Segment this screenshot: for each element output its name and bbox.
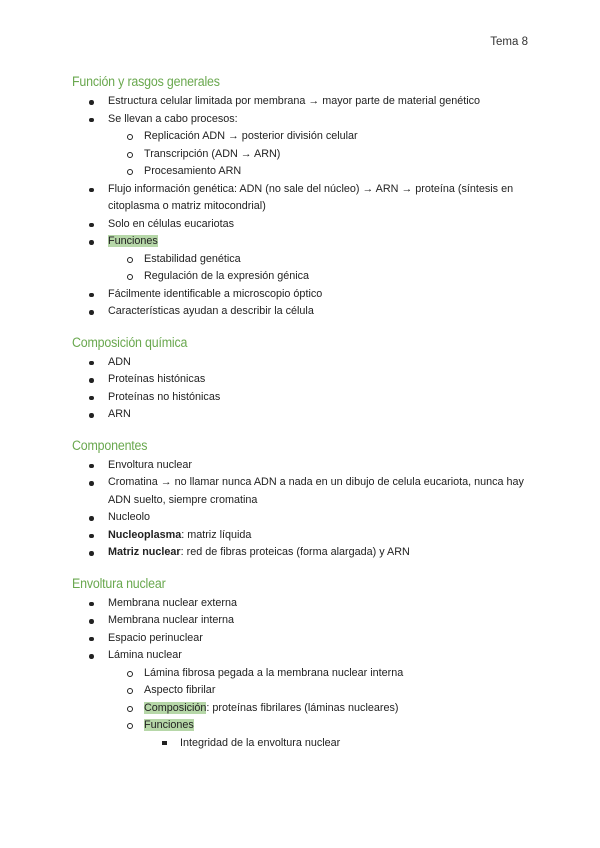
- page-header-topic: Tema 8: [490, 36, 528, 48]
- list-item: Proteínas histónicas: [72, 371, 532, 389]
- list-item-text: Lámina nuclear: [108, 649, 182, 661]
- list-item: [72, 233, 532, 286]
- list-item: Solo en células eucariotas: [72, 216, 532, 234]
- list-item: Nucleolo: [72, 509, 532, 527]
- list-item: [72, 111, 532, 181]
- list-item: Membrana nuclear externa: [72, 595, 532, 613]
- list-item: Replicación ADN → posterior división celular: [108, 128, 532, 146]
- list-item-text: : matriz líquida: [181, 528, 252, 541]
- highlighted-term: Composición: [144, 701, 207, 714]
- bullet-list: [72, 595, 532, 753]
- list-item: [72, 544, 532, 562]
- list-item: Proteínas no histónicas: [72, 389, 532, 407]
- list-item: Integridad de la envoltura nuclear: [144, 735, 532, 753]
- list-item: Cromatina → no llamar nunca ADN a nada en un dibujo de celula eucariota, nunca hay ADN suelto, siempre cromatina: [72, 474, 532, 509]
- section-componentes: [72, 438, 532, 562]
- list-item-text: : red de fibras proteicas (forma alargada) y ARN: [180, 546, 410, 558]
- list-item: Transcripción (ADN → ARN): [108, 146, 532, 164]
- list-item: Espacio perinuclear: [72, 630, 532, 648]
- list-item: [108, 700, 532, 718]
- list-item: Características ayudan a describir la célula: [72, 303, 532, 321]
- list-item: Flujo información genética: ADN (no sale del núcleo) → ARN → proteína (síntesis en citoplasma o matriz mitocondrial): [72, 181, 532, 216]
- list-item: Procesamiento ARN: [108, 163, 532, 181]
- section-title: Composición química: [72, 334, 188, 350]
- highlighted-term: Funciones: [144, 719, 194, 731]
- section-funcion: [72, 74, 532, 321]
- list-item-text: Se llevan a cabo procesos:: [108, 112, 238, 125]
- list-item: Regulación de la expresión génica: [108, 268, 532, 286]
- list-item: Membrana nuclear interna: [72, 612, 532, 630]
- list-item: Envoltura nuclear: [72, 457, 532, 475]
- list-item: Fácilmente identificable a microscopio óptico: [72, 286, 532, 304]
- bullet-list: [72, 457, 532, 562]
- sub-list: [108, 665, 532, 753]
- bold-term: Nucleoplasma: [108, 528, 182, 541]
- sub-list: [108, 251, 532, 286]
- highlighted-term: Funciones: [108, 235, 158, 247]
- section-composicion: [72, 335, 532, 424]
- list-item-text: : proteínas fibrilares (láminas nucleares): [206, 701, 399, 714]
- list-item: [72, 647, 532, 752]
- bullet-list: [72, 93, 532, 321]
- section-title: Envoltura nuclear: [72, 575, 166, 591]
- section-envoltura: [72, 576, 532, 753]
- list-item: ADN: [72, 354, 532, 372]
- section-title: Componentes: [72, 437, 148, 453]
- sub-list: [108, 128, 532, 181]
- list-item: [72, 527, 532, 545]
- sub-sub-list: [144, 735, 532, 753]
- list-item: Estabilidad genética: [108, 251, 532, 269]
- list-item: ARN: [72, 406, 532, 424]
- list-item: Aspecto fibrilar: [108, 682, 532, 700]
- bold-term: Matriz nuclear: [108, 546, 181, 558]
- list-item: Estructura celular limitada por membrana → mayor parte de material genético: [72, 93, 532, 111]
- bullet-list: [72, 354, 532, 424]
- list-item: Lámina fibrosa pegada a la membrana nuclear interna: [108, 665, 532, 683]
- document-body: [72, 74, 532, 766]
- section-title: Función y rasgos generales: [72, 74, 220, 89]
- list-item: [108, 717, 532, 752]
